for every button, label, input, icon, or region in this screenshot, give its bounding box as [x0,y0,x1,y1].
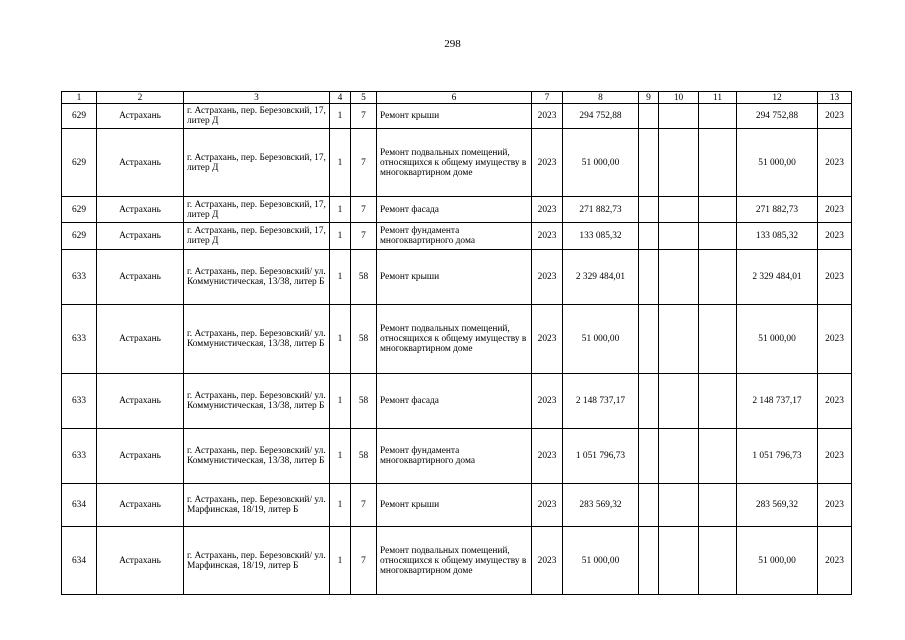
col5-cell: 7 [351,197,377,223]
col10-cell [659,484,699,527]
cost-cell: 51 000,00 [563,527,639,595]
col11-cell [699,527,737,595]
col9-cell [639,527,659,595]
col11-cell [699,104,737,129]
col10-cell [659,527,699,595]
column-header: 11 [699,92,737,104]
municipality-cell: Астрахань [97,374,184,429]
municipality-cell: Астрахань [97,527,184,595]
house-id-cell: 629 [62,104,97,129]
completion-year-cell: 2023 [818,484,852,527]
completion-year-cell: 2023 [818,197,852,223]
cost-cell: 294 752,88 [563,104,639,129]
col4-cell: 1 [330,129,351,197]
address-cell: г. Астрахань, пер. Березовский/ ул. Марфинская, 18/19, литер Б [184,527,330,595]
total-cost-cell: 51 000,00 [737,305,818,374]
work-type-cell: Ремонт подвальных помещений, относящихся к общему имуществу в многоквартирном доме [377,129,532,197]
col11-cell [699,429,737,484]
col5-cell: 7 [351,484,377,527]
total-cost-cell: 133 085,32 [737,223,818,250]
municipality-cell: Астрахань [97,223,184,250]
house-id-cell: 633 [62,374,97,429]
col10-cell [659,429,699,484]
column-header: 1 [62,92,97,104]
municipality-cell: Астрахань [97,197,184,223]
column-number-header-row [62,92,852,104]
repair-program-table [61,91,852,595]
address-cell: г. Астрахань, пер. Березовский, 17, литер Д [184,223,330,250]
house-id-cell: 629 [62,223,97,250]
work-type-cell: Ремонт крыши [377,484,532,527]
year-cell: 2023 [532,374,563,429]
house-id-cell: 629 [62,129,97,197]
col9-cell [639,129,659,197]
cost-cell: 271 882,73 [563,197,639,223]
column-header: 2 [97,92,184,104]
work-type-cell: Ремонт крыши [377,250,532,305]
col5-cell: 58 [351,374,377,429]
total-cost-cell: 271 882,73 [737,197,818,223]
column-header: 8 [563,92,639,104]
total-cost-cell: 51 000,00 [737,527,818,595]
column-header: 4 [330,92,351,104]
table-row [62,197,852,223]
col9-cell [639,223,659,250]
cost-cell: 2 329 484,01 [563,250,639,305]
col4-cell: 1 [330,305,351,374]
col10-cell [659,197,699,223]
col10-cell [659,129,699,197]
table-row [62,223,852,250]
col5-cell: 7 [351,104,377,129]
col4-cell: 1 [330,374,351,429]
year-cell: 2023 [532,223,563,250]
completion-year-cell: 2023 [818,429,852,484]
house-id-cell: 634 [62,527,97,595]
col9-cell [639,104,659,129]
address-cell: г. Астрахань, пер. Березовский/ ул. Марфинская, 18/19, литер Б [184,484,330,527]
col11-cell [699,197,737,223]
total-cost-cell: 283 569,32 [737,484,818,527]
col11-cell [699,129,737,197]
col9-cell [639,305,659,374]
house-id-cell: 633 [62,250,97,305]
completion-year-cell: 2023 [818,305,852,374]
total-cost-cell: 294 752,88 [737,104,818,129]
year-cell: 2023 [532,104,563,129]
table-row [62,129,852,197]
col11-cell [699,484,737,527]
cost-cell: 133 085,32 [563,223,639,250]
address-cell: г. Астрахань, пер. Березовский/ ул. Коммунистическая, 13/38, литер Б [184,250,330,305]
table-row [62,429,852,484]
year-cell: 2023 [532,429,563,484]
col4-cell: 1 [330,197,351,223]
col9-cell [639,429,659,484]
table-row [62,305,852,374]
municipality-cell: Астрахань [97,484,184,527]
table-row [62,527,852,595]
municipality-cell: Астрахань [97,305,184,374]
col10-cell [659,374,699,429]
total-cost-cell: 51 000,00 [737,129,818,197]
work-type-cell: Ремонт крыши [377,104,532,129]
col11-cell [699,250,737,305]
total-cost-cell: 2 329 484,01 [737,250,818,305]
address-cell: г. Астрахань, пер. Березовский/ ул. Коммунистическая, 13/38, литер Б [184,429,330,484]
column-header: 13 [818,92,852,104]
col11-cell [699,305,737,374]
cost-cell: 2 148 737,17 [563,374,639,429]
address-cell: г. Астрахань, пер. Березовский, 17, литер Д [184,104,330,129]
table-row [62,250,852,305]
work-type-cell: Ремонт подвальных помещений, относящихся к общему имуществу в многоквартирном доме [377,527,532,595]
col11-cell [699,374,737,429]
total-cost-cell: 1 051 796,73 [737,429,818,484]
col10-cell [659,223,699,250]
address-cell: г. Астрахань, пер. Березовский, 17, литер Д [184,129,330,197]
year-cell: 2023 [532,197,563,223]
col4-cell: 1 [330,429,351,484]
page-number: 298 [444,38,461,50]
column-header: 6 [377,92,532,104]
column-header: 3 [184,92,330,104]
col4-cell: 1 [330,223,351,250]
col4-cell: 1 [330,527,351,595]
col9-cell [639,250,659,305]
col4-cell: 1 [330,250,351,305]
cost-cell: 1 051 796,73 [563,429,639,484]
year-cell: 2023 [532,305,563,374]
year-cell: 2023 [532,484,563,527]
cost-cell: 283 569,32 [563,484,639,527]
table-row [62,374,852,429]
year-cell: 2023 [532,250,563,305]
col11-cell [699,223,737,250]
col5-cell: 7 [351,129,377,197]
cost-cell: 51 000,00 [563,129,639,197]
municipality-cell: Астрахань [97,129,184,197]
col10-cell [659,305,699,374]
col9-cell [639,374,659,429]
house-id-cell: 633 [62,429,97,484]
col9-cell [639,197,659,223]
house-id-cell: 633 [62,305,97,374]
col9-cell [639,484,659,527]
col10-cell [659,250,699,305]
work-type-cell: Ремонт фасада [377,197,532,223]
col5-cell: 58 [351,429,377,484]
year-cell: 2023 [532,129,563,197]
municipality-cell: Астрахань [97,429,184,484]
completion-year-cell: 2023 [818,374,852,429]
col5-cell: 7 [351,527,377,595]
municipality-cell: Астрахань [97,250,184,305]
column-header: 5 [351,92,377,104]
table-row [62,104,852,129]
total-cost-cell: 2 148 737,17 [737,374,818,429]
house-id-cell: 629 [62,197,97,223]
work-type-cell: Ремонт подвальных помещений, относящихся к общему имуществу в многоквартирном доме [377,305,532,374]
work-type-cell: Ремонт фундамента многоквартирного дома [377,429,532,484]
column-header: 9 [639,92,659,104]
cost-cell: 51 000,00 [563,305,639,374]
col5-cell: 7 [351,223,377,250]
completion-year-cell: 2023 [818,223,852,250]
column-header: 12 [737,92,818,104]
completion-year-cell: 2023 [818,104,852,129]
work-type-cell: Ремонт фасада [377,374,532,429]
house-id-cell: 634 [62,484,97,527]
municipality-cell: Астрахань [97,104,184,129]
col4-cell: 1 [330,484,351,527]
col5-cell: 58 [351,305,377,374]
address-cell: г. Астрахань, пер. Березовский/ ул. Коммунистическая, 13/38, литер Б [184,374,330,429]
address-cell: г. Астрахань, пер. Березовский, 17, литер Д [184,197,330,223]
year-cell: 2023 [532,527,563,595]
completion-year-cell: 2023 [818,250,852,305]
col5-cell: 58 [351,250,377,305]
completion-year-cell: 2023 [818,527,852,595]
completion-year-cell: 2023 [818,129,852,197]
table-row [62,484,852,527]
address-cell: г. Астрахань, пер. Березовский/ ул. Коммунистическая, 13/38, литер Б [184,305,330,374]
col4-cell: 1 [330,104,351,129]
work-type-cell: Ремонт фундамента многоквартирного дома [377,223,532,250]
col10-cell [659,104,699,129]
column-header: 7 [532,92,563,104]
column-header: 10 [659,92,699,104]
